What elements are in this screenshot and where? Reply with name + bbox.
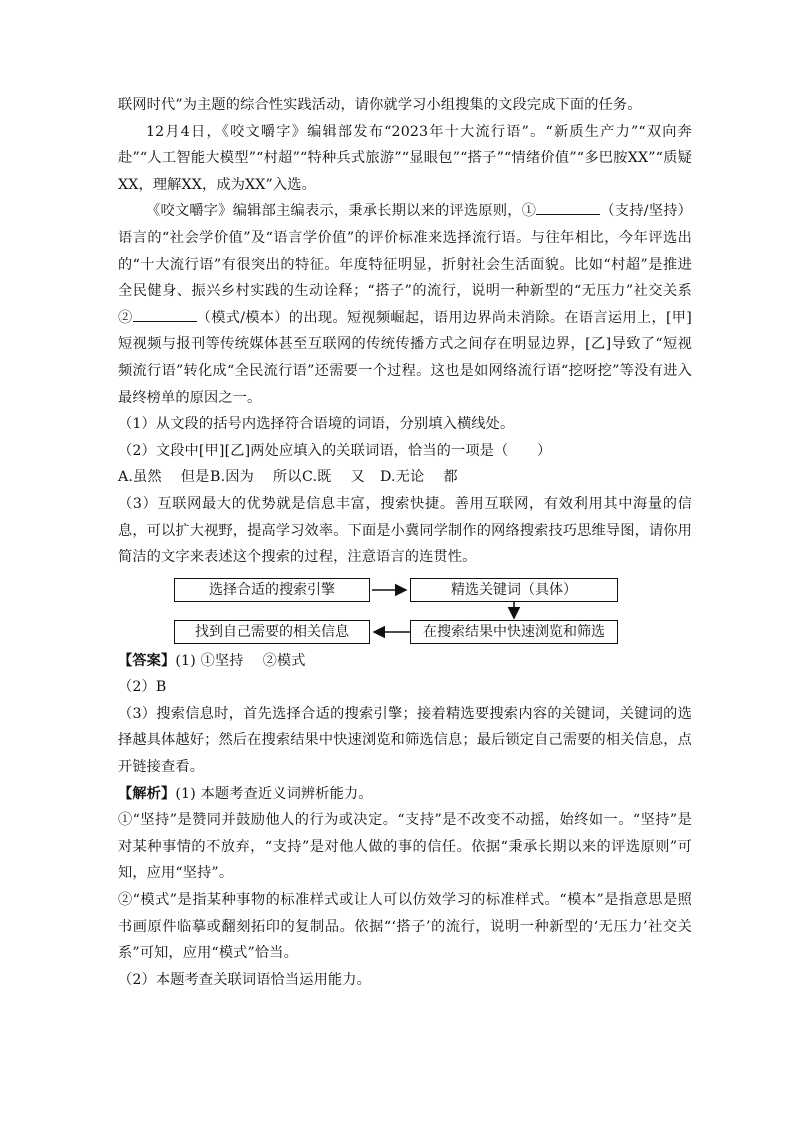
paragraph-2-part-c: （模式/模本）的出现。短视频崛起，语用边界尚未消除。在语言运用上，[甲]短视频与报刊等传统媒体甚至互联网的传统传播方式之间存在明显边界，[乙]导致了“短视频流行语”转化成“全民流行语”还需要一个过程。这也是如网络流行语“挖呀挖”等没有进入最终榜单的原因之一。 bbox=[118, 309, 692, 406]
question-2: （2）文段中[甲][乙]两处应填入的关联词语，恰当的一项是（ ） bbox=[118, 442, 552, 459]
analysis-line-1 bbox=[118, 781, 692, 808]
question-3: （3）互联网最大的优势就是信息丰富，搜索快捷。善用互联网，有效利用其中海量的信息，可以扩大视野，提高学习效率。下面是小冀同学制作的网络搜索技巧思维导图，请你用简洁的文字来表述这个搜索的过程，注意语言的连贯性。 bbox=[118, 495, 692, 566]
answer-line-1 bbox=[118, 648, 692, 675]
flowchart-arrows bbox=[118, 574, 692, 644]
question-2-options bbox=[118, 464, 692, 491]
blank-2 bbox=[133, 308, 197, 322]
answer-tag: 【答案】 bbox=[118, 652, 176, 669]
analysis-heading-2: （2）本题考查关联词语恰当运用能力。 bbox=[118, 971, 371, 988]
analysis-paragraph-1: ①“坚持”是赞同并鼓励他人的行为或决定。“支持”是不改变不动摇，始终如一。“坚持”是对某种事情的不放弃，“支持”是对他人做的事的信任。依据“秉承长期以来的评选原则”可知，应用“坚持”。 bbox=[118, 812, 692, 882]
flow-box-choose-engine: 选择合适的搜索引擎 bbox=[174, 578, 370, 602]
answer-2: （2）B bbox=[118, 679, 167, 696]
paragraph-1: 12月4日，《咬文嚼字》编辑部发布“2023年十大流行语”。“新质生产力”“双向奔赴”“人工智能大模型”“村超”“特种兵式旅游”“显眼包”“搭子”“情绪价值”“多巴胺XX”“质疑XX，理解XX，成为XX”入选。 bbox=[118, 123, 692, 193]
blank-1 bbox=[536, 201, 600, 215]
question-1: （1）从文段的括号内选择符合语境的词语，分别填入横线处。 bbox=[118, 416, 515, 433]
option-c: C.既 又 bbox=[302, 469, 365, 486]
paragraph-2-part-b: （支持/坚持）语言的“社会学价值”及“语言学价值”的评价标准来选择流行语。与往年相比，今年评选出的“十大流行语”有很突出的特征。年度特征明显，折射社会生活面貌。比如“村超”是推进全民健身、振兴乡村实践的生动诠释；“搭子”的流行，说明一种新型的“无压力”社交关系② bbox=[118, 203, 692, 326]
option-d: D.无论 都 bbox=[380, 469, 458, 486]
document-page bbox=[118, 92, 692, 993]
paragraph-2-part-a: 《咬文嚼字》编辑部主编表示，秉承长期以来的评选原则，① bbox=[146, 203, 537, 220]
analysis-paragraph-2: ②“模式”是指某种事物的标准样式或让人可以仿效学习的标准样式。“模本”是指意思是照书画原件临摹或翻刻拓印的复制品。依据“‘搭子’的流行，说明一种新型的‘无压力’社交关系”可知，应用“模式”恰当。 bbox=[118, 892, 692, 962]
search-flowchart bbox=[118, 574, 692, 644]
paragraph-2 bbox=[118, 198, 692, 411]
answer-1: (1) ①坚持 ②模式 bbox=[175, 652, 306, 669]
flow-box-keywords: 精选关键词（具体） bbox=[410, 578, 618, 602]
analysis-tag: 【解析】 bbox=[118, 785, 176, 802]
option-a: A.虽然 但是 bbox=[118, 469, 210, 486]
flow-box-browse-filter: 在搜索结果中快速浏览和筛选 bbox=[410, 620, 618, 644]
option-b: B.因为 所以 bbox=[210, 469, 302, 486]
analysis-heading-1: (1) 本题考查近义词辨析能力。 bbox=[175, 785, 373, 802]
answer-3: （3）搜索信息时，首先选择合适的搜索引擎；接着精选要搜索内容的关键词，关键词的选择越具体越好；然后在搜索结果中快速浏览和筛选信息；最后锁定自己需要的相关信息，点开链接查看。 bbox=[118, 705, 692, 776]
intro-line: 联网时代”为主题的综合性实践活动，请你就学习小组搜集的文段完成下面的任务。 bbox=[118, 97, 642, 113]
flow-box-find-info: 找到自己需要的相关信息 bbox=[174, 620, 370, 644]
